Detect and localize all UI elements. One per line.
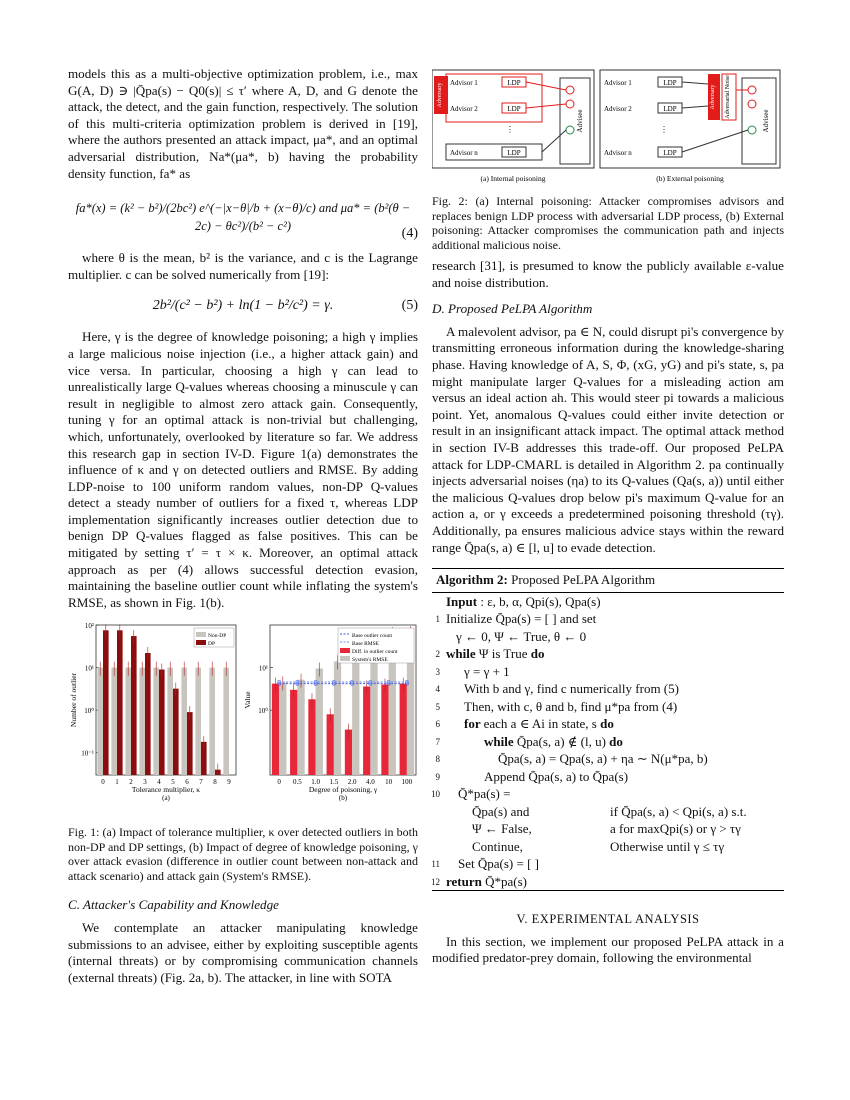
right-paragraph-2: A malevolent advisor, pa ∈ N, could disrupt pi's convergence by transmitting erroneous information during the knowledge-sharing phase. Having knowledge of A, S, Φ, (xG, yG) and pi's state, s, pa might manipulate larger Q-values for a misleading action am versus an ideal action ah. This would steer pi towards a malicious point. Yet, anomalous Q-values could either invite detection or result in an insignificant attack impact. The optimal attack method in section IV-B addresses this trade-off. Our proposed PeLPA attack for LDP-CMARL is detailed in Algorithm 2. pa continually injects adversarial noises (ηa) to its Q-values (Qa(s, a)) until either the malicious Q-values drop below pi's maximum Q-value for an action a, or γ exceeds a predetermined poisoning threshold (τγ). Additionally, pa ensures malicious advice stays within the reward range Q̄pa(s, a) ∈ [l, u] to evade detection. xyxy=(432,323,784,555)
algorithm-keyword: do xyxy=(605,733,623,749)
algorithm-line xyxy=(432,838,784,856)
left-paragraph-2: where θ is the mean, b² is the variance, and c is the Lagrange multiplier. c can be solved numerically from [19]: xyxy=(68,250,418,282)
x-tick-label: 100 xyxy=(401,778,413,787)
algorithm-line xyxy=(432,768,784,786)
dots-b: ⋮ xyxy=(660,125,668,134)
x-axis-label: Tolerance multiplier, κ xyxy=(131,785,201,795)
ldp-label-nb: LDP xyxy=(663,149,677,157)
algorithm-line xyxy=(432,680,784,698)
equation-4 xyxy=(68,200,418,240)
algorithm-keyword: while xyxy=(484,733,517,749)
algorithm-line-text: Initialize Q̄pa(s) = [ ] and set xyxy=(446,611,597,627)
algorithm-line-text: Q̄pa(s, a) = Qpa(s, a) + ηa ∼ N(μ*pa, b) xyxy=(498,751,708,767)
advisor-2-label-a: Advisor 2 xyxy=(450,105,478,113)
bar xyxy=(103,631,109,776)
algorithm-label: Algorithm 2: xyxy=(436,572,508,588)
algorithm-line-text: Ψ ← False, xyxy=(472,821,532,837)
left-paragraph-1: models this as a multi-objective optimization problem, i.e., max G(A, D) ∋ |Q̄pa(s) − Q0(s)| ≤ τ′ where A, D, and G denote the attack, the detect, and the gain function, respectively. The solution of this multi-criteria optimization problem is derived in [19], where the authors presented an attack impact, μa*, and an optimal adversarial distribution, Na*(μa*, b) having the probability density function, fa* as xyxy=(68,66,418,181)
y-tick-label: 10¹ xyxy=(258,665,268,674)
noise-label-b: Adversarial Noise xyxy=(725,75,731,119)
algorithm-line-number: 7 xyxy=(435,736,440,747)
bar xyxy=(181,668,187,775)
right-paragraph-3: In this section, we implement our proposed PeLPA attack in a modified predator-prey domain, following the environmental xyxy=(432,933,784,966)
equation-5-body: 2b²/(c² − b²) + ln(1 − b²/c²) = γ. xyxy=(152,298,334,314)
advisor-n-label-a: Advisor n xyxy=(450,149,478,157)
bar xyxy=(195,668,201,775)
algorithm-line xyxy=(432,715,784,733)
x-axis-label: Degree of poisoning, γ xyxy=(308,785,378,795)
bar xyxy=(153,668,159,775)
algorithm-line-number: 5 xyxy=(435,701,440,712)
algorithm-line-number: 3 xyxy=(435,666,440,677)
bar xyxy=(381,685,388,775)
node-b1 xyxy=(748,86,756,94)
ldp-label-1a: LDP xyxy=(507,79,521,87)
bar xyxy=(308,700,315,776)
x-tick-label: 10 xyxy=(385,778,393,787)
algorithm-line-text: Q̄pa(s, a) ∉ (l, u) xyxy=(516,733,606,749)
bar xyxy=(279,683,286,776)
algorithm-line-text: With b and γ, find c numerically from (5) xyxy=(464,681,679,697)
node-a2 xyxy=(566,100,574,108)
algorithm-line-number: 12 xyxy=(431,876,440,887)
advisee-box-b xyxy=(742,78,776,164)
algorithm-condition: if Q̄pa(s, a) < Qpi(s, a) s.t. xyxy=(610,803,747,819)
algorithm-input-text: : ε, b, α, Qpi(s), Qpa(s) xyxy=(480,593,601,609)
figure-2-diagram xyxy=(432,68,784,188)
left-column xyxy=(68,66,418,986)
equation-4-number: (4) xyxy=(401,226,418,242)
adversary-label-b: Adversary xyxy=(710,84,716,110)
arrow-bn xyxy=(682,130,748,152)
x-tick-label: 9 xyxy=(227,778,231,787)
subcaption-a: (a) Internal poisoning xyxy=(480,174,546,183)
y-tick-label: 10⁻¹ xyxy=(81,750,94,759)
algorithm-line-number: 1 xyxy=(435,614,440,625)
algorithm-line-number: 10 xyxy=(431,789,440,800)
x-tick-label: 4.0 xyxy=(366,778,375,787)
ldp-label-2a: LDP xyxy=(507,105,521,113)
subcaption-b: (b) External poisoning xyxy=(656,174,724,183)
arrow-b1 xyxy=(682,82,708,84)
algorithm-line-text: Append Q̄pa(s, a) to Q̄pa(s) xyxy=(484,768,629,784)
bar xyxy=(334,662,341,776)
algorithm-line-number: 2 xyxy=(435,649,440,660)
algorithm-line-number: 11 xyxy=(431,859,440,870)
chart-b xyxy=(242,619,420,819)
legend-swatch xyxy=(340,656,350,661)
x-tick-label: 3 xyxy=(143,778,147,787)
advisor-1-label-a: Advisor 1 xyxy=(450,79,478,87)
legend-label: Diff. in outlier count xyxy=(352,649,398,656)
algorithm-line xyxy=(432,610,784,628)
bar xyxy=(159,670,165,775)
bar xyxy=(223,668,229,775)
bar xyxy=(187,713,193,776)
algorithm-keyword: do xyxy=(527,646,545,662)
ldp-label-na: LDP xyxy=(507,149,521,157)
node-b2 xyxy=(748,100,756,108)
legend-swatch xyxy=(196,640,206,645)
figure-1 xyxy=(68,619,418,819)
algorithm-keyword: return xyxy=(446,873,486,889)
figure-2 xyxy=(432,68,784,188)
algorithm-line xyxy=(432,873,784,891)
right-column xyxy=(432,68,784,967)
algorithm-line xyxy=(432,698,784,716)
algorithm-condition: Otherwise until γ ≤ τγ xyxy=(610,838,725,854)
y-tick-label: 10⁰ xyxy=(258,707,268,716)
panel-b xyxy=(600,70,780,168)
legend-label: DP xyxy=(208,641,216,648)
bar xyxy=(272,684,279,775)
chart-a xyxy=(68,619,240,819)
figure-1-caption: Fig. 1: (a) Impact of tolerance multiplier, κ over detected outliers in both non-DP and DP settings, (b) Impact of degree of knowledge poisoning, γ over attack evasion (difference in outlier count between non-attack and attack scenario) and attack gain (System's RMSE). xyxy=(68,825,418,883)
x-tick-label: 0 xyxy=(277,778,281,787)
algorithm-line-text: Q̄pa(s) and xyxy=(472,803,530,819)
x-tick-label: 1.5 xyxy=(329,778,339,787)
algorithm-line xyxy=(432,628,784,646)
algorithm-keyword: for xyxy=(464,716,484,732)
equation-5-number: (5) xyxy=(401,298,418,314)
bar xyxy=(167,668,173,775)
y-tick-label: 10² xyxy=(84,622,94,631)
figure-2-caption: Fig. 2: (a) Internal poisoning: Attacker compromises advisors and replaces benign LDP process with adversarial LDP process, (b) External poisoning: Attacker compromises the communication path and injects additional malicious noise. xyxy=(432,194,784,252)
algorithm-line-text: Q̄*pa(s) = xyxy=(458,786,511,802)
legend-swatch xyxy=(340,648,350,653)
x-tick-label: 8 xyxy=(213,778,217,787)
algorithm-line-text: Then, with c, θ and b, find μ*pa from (4) xyxy=(464,698,678,714)
arrow-an xyxy=(542,130,566,152)
bar xyxy=(111,668,117,775)
advisor-2-label-b: Advisor 2 xyxy=(604,105,632,113)
bar xyxy=(173,689,179,775)
node-a3 xyxy=(566,126,574,134)
x-tick-label: 1 xyxy=(115,778,119,787)
legend-label: Non-DP xyxy=(208,633,227,640)
algorithm-line xyxy=(432,645,784,663)
y-axis-label: Value xyxy=(243,691,252,709)
bar xyxy=(290,690,297,775)
algorithm-keyword: while xyxy=(446,646,479,662)
algorithm-line-number: 6 xyxy=(435,719,440,730)
ldp-label-2b: LDP xyxy=(663,105,677,113)
algorithm-line-number: 9 xyxy=(435,771,440,782)
algorithm-keyword: do xyxy=(596,716,614,732)
chart-title: (b) xyxy=(338,794,348,803)
bar xyxy=(145,653,151,775)
algorithm-line-text: Set Q̄pa(s) = [ ] xyxy=(458,856,539,872)
bar xyxy=(352,655,359,775)
algorithm-line-number: 8 xyxy=(435,754,440,765)
bar xyxy=(117,631,123,776)
bar xyxy=(363,687,370,776)
algorithm-input xyxy=(432,593,784,611)
bar xyxy=(97,668,103,775)
equation-5 xyxy=(68,293,418,319)
x-tick-label: 0.5 xyxy=(293,778,302,787)
left-paragraph-4: We contemplate an attacker manipulating knowledge submissions to an advisee, either by exploiting susceptible agents (internal threats) or by compromising communication channels (external threats) (Fig. 2a, b). The attacker, in line with SOTA xyxy=(68,920,418,985)
section-c-heading: C. Attacker's Capability and Knowledge xyxy=(68,897,279,913)
section-d-heading: D. Proposed PeLPA Algorithm xyxy=(432,301,593,317)
algorithm-line-text: each a ∈ Ai in state, s xyxy=(483,716,597,732)
advisor-n-label-b: Advisor n xyxy=(604,149,632,157)
node-a1 xyxy=(566,86,574,94)
legend-label: System's RMSE xyxy=(352,657,388,664)
algorithm-title xyxy=(432,569,784,593)
bar xyxy=(125,668,131,775)
equation-4-body: fa*(x) = (k² − b²)/(2bc²) e^(−|x−θ|/b + (x−θ)/c) and μa* = (b²(θ − 2c) − θc²)/(b² − c²) xyxy=(75,201,411,233)
panel-a xyxy=(432,70,594,168)
y-tick-label: 10⁰ xyxy=(84,707,94,716)
chart-title: (a) xyxy=(162,794,170,803)
legend-label: Base outlier count xyxy=(352,633,393,640)
bar xyxy=(297,680,304,775)
algorithm-line xyxy=(432,785,784,803)
algorithm-lines xyxy=(432,610,784,890)
algorithm-line xyxy=(432,855,784,873)
algorithm-line-text: γ ← 0, Ψ ← True, θ ← 0 xyxy=(456,628,587,644)
algorithm-line-text: γ = γ + 1 xyxy=(464,663,510,679)
right-paragraph-1: research [31], is presumed to know the publicly available ε-value and noise distribution. xyxy=(432,258,784,290)
algorithm-line xyxy=(432,750,784,768)
ldp-label-1b: LDP xyxy=(663,79,677,87)
x-tick-label: 2.0 xyxy=(347,778,357,787)
adversary-label-a: Adversary xyxy=(437,82,443,108)
algorithm-line-text: Q̄*pa(s) xyxy=(485,873,528,889)
advisee-label-b: Advisee xyxy=(762,109,770,133)
section-v-heading: V. EXPERIMENTAL ANALYSIS xyxy=(516,912,700,927)
x-tick-label: 5 xyxy=(171,778,175,787)
left-paragraph-3: Here, γ is the degree of knowledge poisoning; a high γ implies a large malicious noise injection (i.e., a higher attack gain) and vice versa. In particular, choosing a high γ can lead to unrealistically large Q-values whereas choosing a minuscule γ can result in negligible to almost zero attack gain. Consequently, tuning γ for an optimal attack is non-trivial but challenging, which, unfortunately, overlooked by literature so far. We address this research gap in section IV-D. Figure 1(a) demonstrates the influence of κ and γ on detected outliers and RMSE. By adding LDP-noise to 100 uniform random values, non-DP Q-values detect a steady number of outliers for a fixed τ, whereas LDP implementation significantly increases outlier detection due to benign DP Q-values flagged as false positives. This can be mitigated by setting τ′ = τ × κ. Moreover, an optimal attack approach as per (4) allows successful detection evasion, maintaining the baseline outlier count while inflating the system's RMSE, as shown in Fig. 1(b). xyxy=(68,329,418,610)
arrow-b2 xyxy=(682,106,708,108)
bar xyxy=(131,636,137,775)
legend-swatch xyxy=(196,632,206,637)
x-tick-label: 6 xyxy=(185,778,189,787)
x-tick-label: 2 xyxy=(129,778,133,787)
algorithm-line xyxy=(432,803,784,821)
advisor-1-label-b: Advisor 1 xyxy=(604,79,632,87)
advisee-label-a: Advisee xyxy=(576,109,584,133)
bar xyxy=(139,668,145,775)
x-tick-label: 7 xyxy=(199,778,203,787)
x-tick-label: 4 xyxy=(157,778,161,787)
y-tick-label: 10¹ xyxy=(84,665,94,674)
algorithm-line-text: Ψ is True xyxy=(478,646,528,662)
algorithm-name: Proposed PeLPA Algorithm xyxy=(511,572,656,588)
algorithm-line xyxy=(432,733,784,751)
algorithm-line-text: Continue, xyxy=(472,838,523,854)
dots-a: ⋮ xyxy=(506,125,514,134)
legend-label: Base RMSE xyxy=(352,641,380,648)
advisee-box-a xyxy=(560,78,590,164)
bar xyxy=(400,684,407,775)
x-tick-label: 0 xyxy=(101,778,105,787)
algorithm-2 xyxy=(432,568,784,891)
y-axis-label: Number of outlier xyxy=(69,673,78,728)
algorithm-line xyxy=(432,820,784,838)
algorithm-line xyxy=(432,663,784,681)
algorithm-line-number: 4 xyxy=(435,684,440,695)
node-b3 xyxy=(748,126,756,134)
algorithm-input-keyword: Input xyxy=(446,593,478,609)
bar xyxy=(327,715,334,776)
algorithm-condition: a for maxQpi(s) or γ > τγ xyxy=(610,821,741,837)
x-tick-label: 1.0 xyxy=(311,778,320,787)
bar xyxy=(209,668,215,775)
